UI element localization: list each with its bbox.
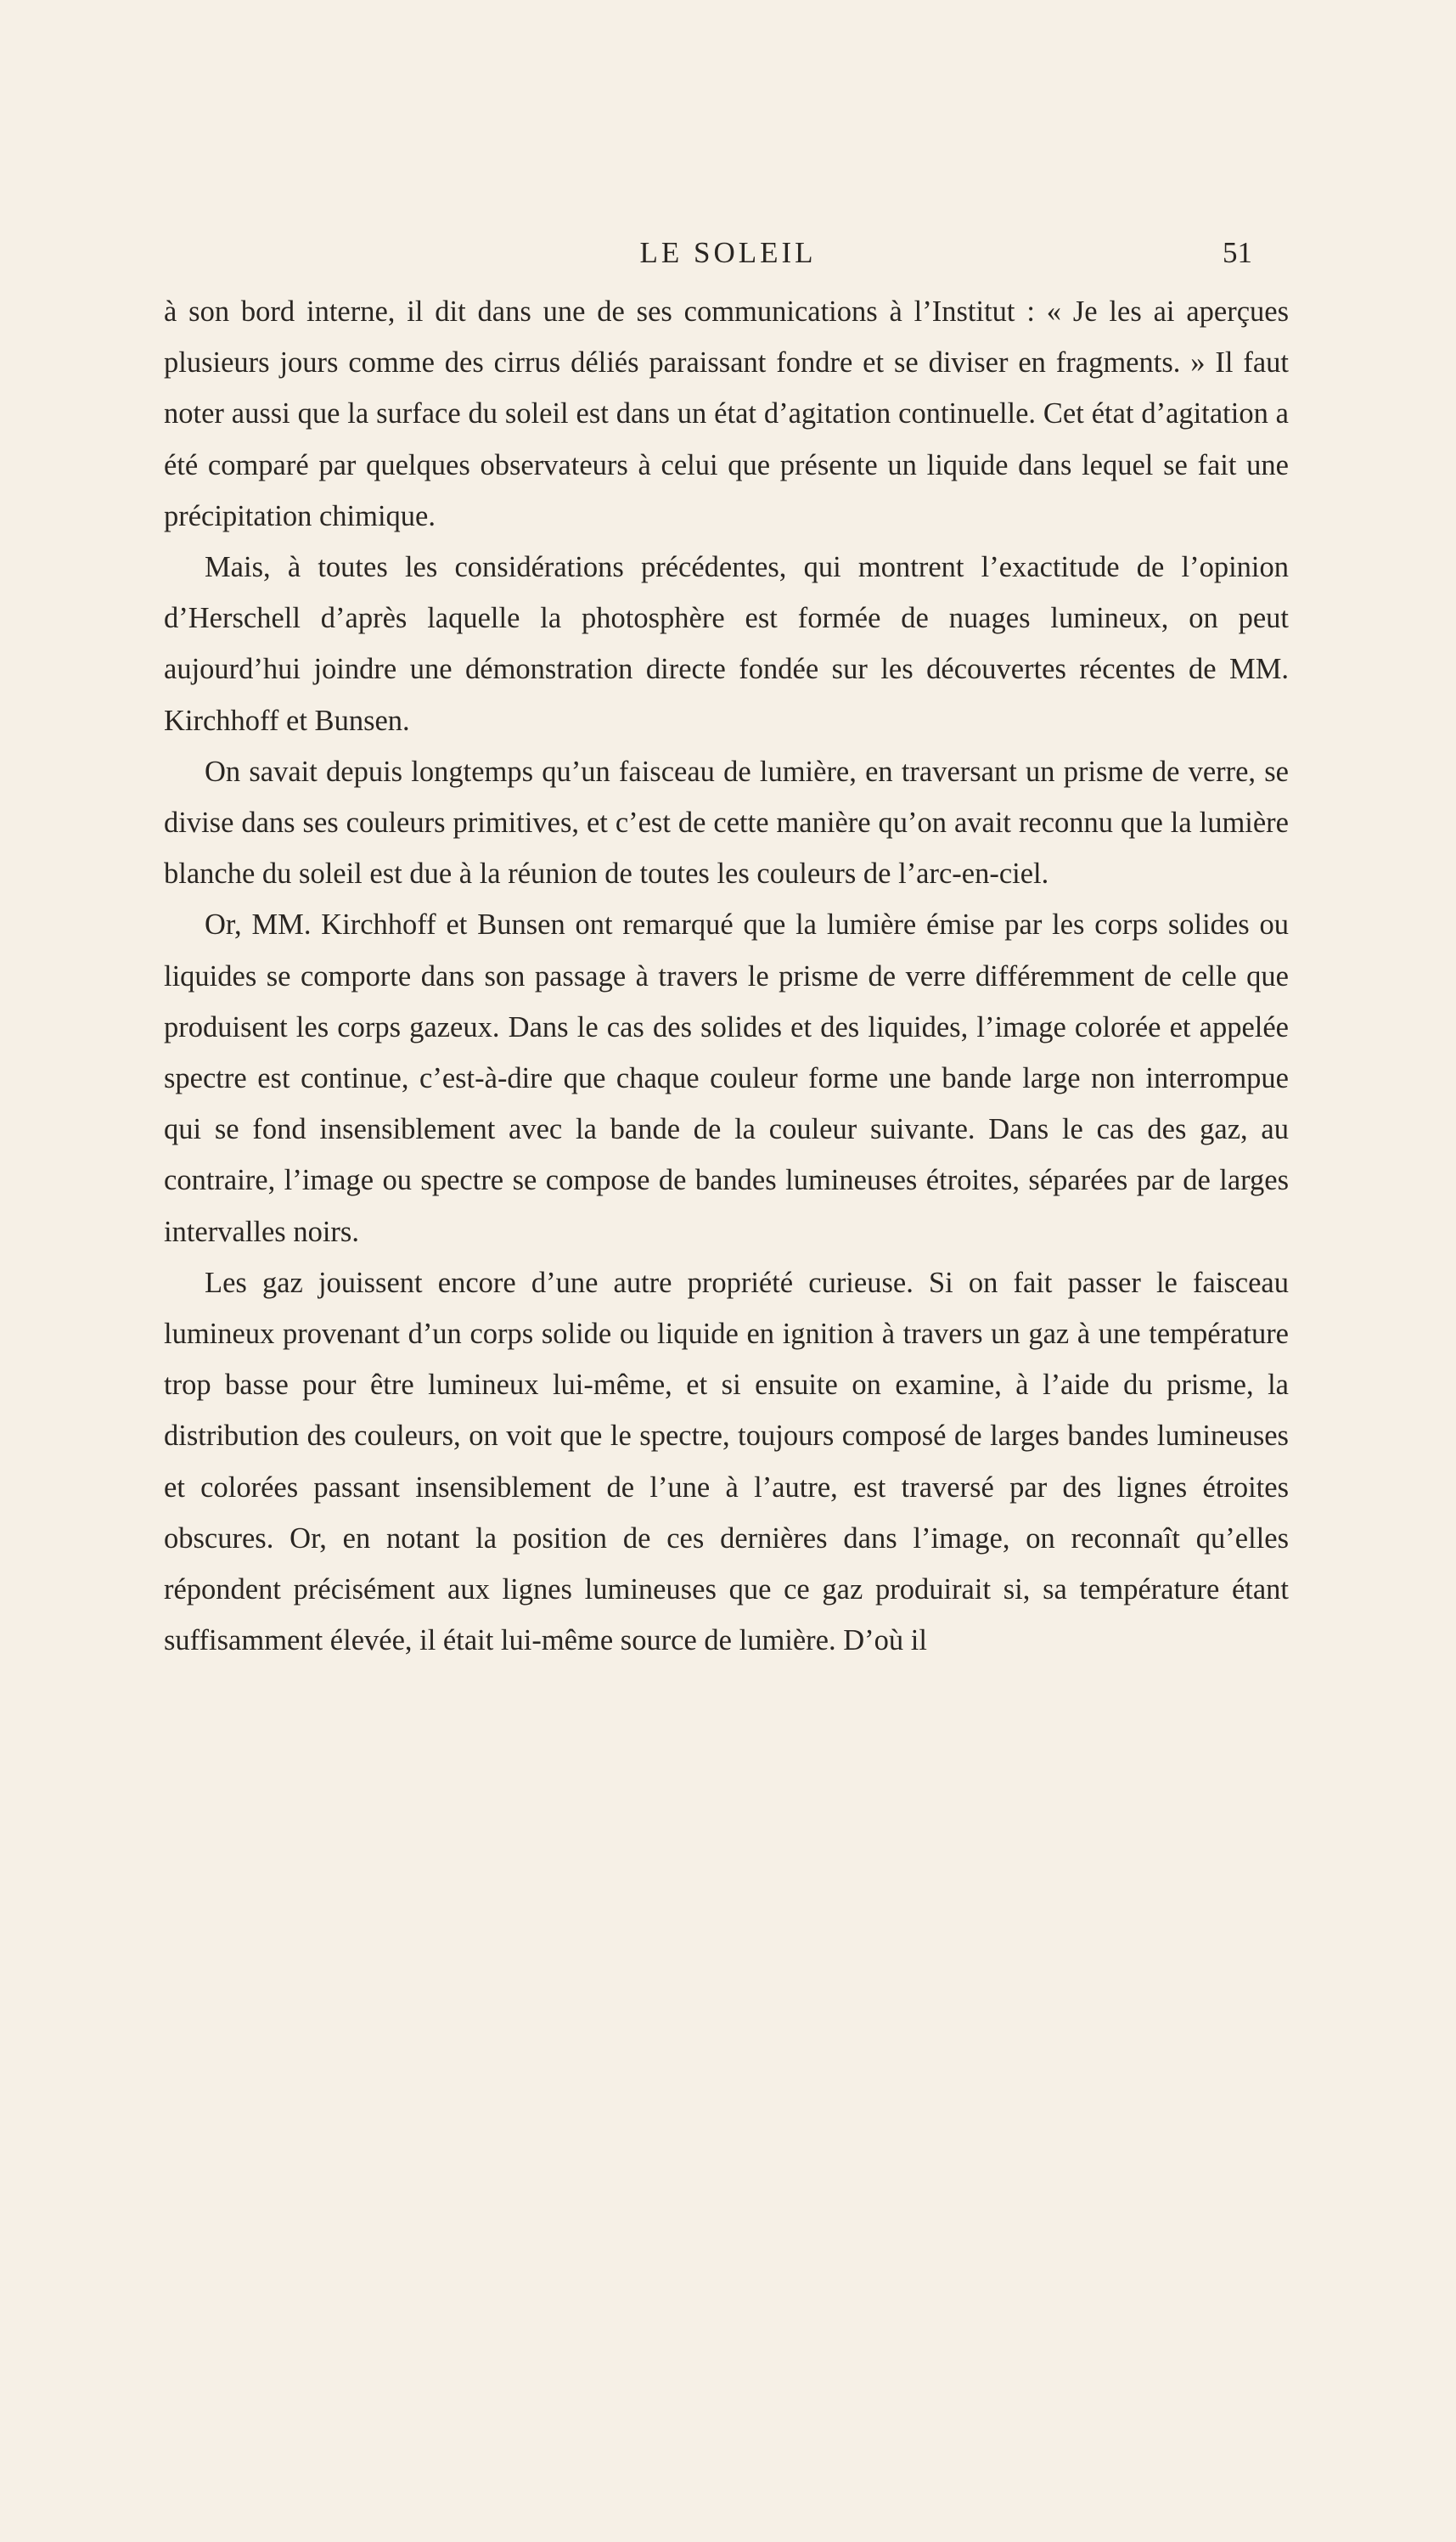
- page-number: 51: [1223, 236, 1252, 269]
- running-head: [0, 236, 1456, 278]
- paragraph-gases: Les gaz jouissent encore d’une autre propriété curieuse. Si on fait passer le faisceau lumineux provenant d’un corps solide ou liquide en ignition à travers un gaz à une température trop basse pour être lumineux lui-même, et si ensuite on examine, à l’aide du prisme, la distribution des couleurs, on voit que le spectre, toujours composé de larges bandes lumineuses et colorées passant insensiblement de l’une à l’autre, est traversé par des lignes étroites obscures. Or, en notant la position de ces dernières dans l’image, on reconnaît qu’elles répondent précisément aux lignes lumineuses que ce gaz produirait si, sa température étant suffisamment élevée, il était lui-même source de lumière. D’où il: [164, 1266, 1289, 1657]
- paragraph-kirchhoff-bunsen: Or, MM. Kirchhoff et Bunsen ont remarqué que la lumière émise par les corps solides ou liquides se comporte dans son passage à travers le prisme de verre différemment de celle que produisent les corps gazeux. Dans le cas des solides et des liquides, l’image colorée et appelée spectre est continue, c’est-à-dire que chaque couleur forme une bande large non interrompue qui se fond insensiblement avec la bande de la couleur suivante. Dans le cas des gaz, au contraire, l’image ou spectre se compose de bandes lumineuses étroites, séparées par de larges intervalles noirs.: [164, 908, 1289, 1248]
- running-title: LE SOLEIL: [639, 236, 817, 269]
- paragraph-continuation: à son bord interne, il dit dans une de ses communications à l’Institut : « Je les ai aperçues plusieurs jours comme des cirrus déliés paraissant fondre et se diviser en fragments. » Il faut noter aussi que la surface du soleil est dans un état d’agitation continuelle. Cet état d’agitation a été comparé par quelques observateurs à celui que présente un liquide dans lequel se fait une précipitation chimique.: [164, 295, 1289, 532]
- paragraph-prism: On savait depuis longtemps qu’un faisceau de lumière, en traversant un prisme de verre, se divise dans ses couleurs primitives, et c’est de cette manière qu’on avait reconnu que la lumière blanche du soleil est due à la réunion de toutes les couleurs de l’arc-en-ciel.: [164, 755, 1289, 891]
- paragraph-herschell: Mais, à toutes les considérations précédentes, qui montrent l’exactitude de l’opinion d’Herschell d’après laquelle la photosphère est formée de nuages lumineux, on peut aujourd’hui joindre une démonstration directe fondée sur les découvertes récentes de MM. Kirchhoff et Bunsen.: [164, 551, 1289, 737]
- body-text: [164, 286, 1289, 1666]
